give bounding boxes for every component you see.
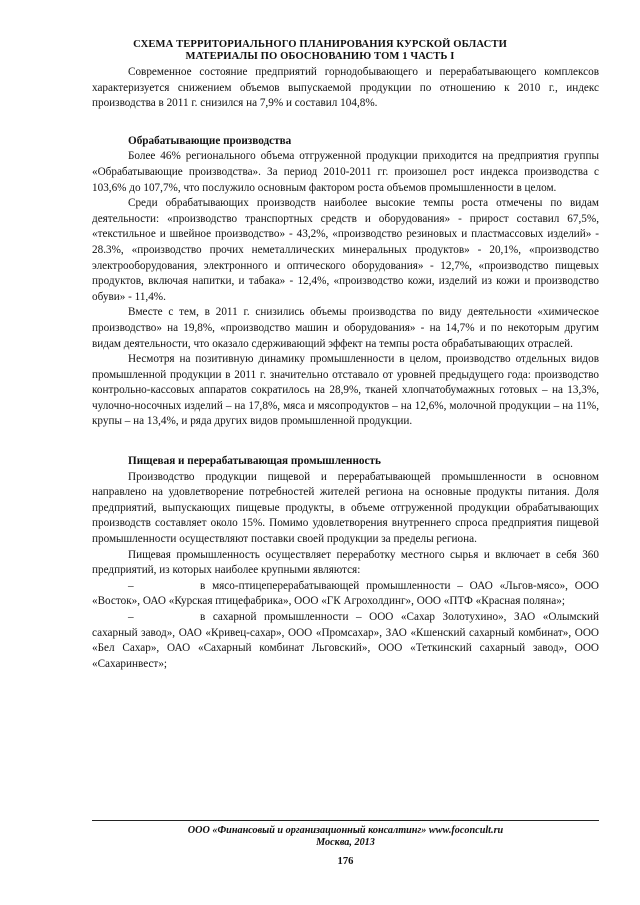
paragraph: Среди обрабатывающих производств наиболее высокие темпы роста отмечены по видам деятельности: «производство транспортных средств и оборудования» - прирост составил 67,5%, «текстильное и швейное производство» - 43,2%, «производство резиновых и пластмассовых изделий» - 28.3%, «производство прочих неметаллических минеральных продуктов» - 20,1%, «производство электрооборудования, электронного и оптического оборудования» - 12,7%, «производство пищевых продуктов, включая напитки, и табака» - 12,4%, «производство кожи, изделий из кожи и производство обуви» - 11,4%. <box>92 197 599 303</box>
footer-company: ООО «Финансовый и организационный консалтинг» www.foconcult.ru <box>187 825 504 836</box>
footer-divider <box>92 820 599 821</box>
paragraph: Производство продукции пищевой и перерабатывающей промышленности в основном направлено на удовлетворение потребностей жителей региона на основные продукты питания. Доля предприятий, выпускающих пищевые продукты, в объеме отгруженной продукции обрабатывающих производств составляет около 15%. Помимо удовлетворения внутреннего спроса предприятия пищевой промышленности осуществляют поставки своей продукции за пределы региона. <box>92 470 599 546</box>
header-subtitle: МАТЕРИАЛЫ ПО ОБОСНОВАНИЮ ТОМ 1 ЧАСТЬ I <box>185 51 455 62</box>
section-heading-food-industry: Пищевая и перерабатывающая промышленность <box>128 455 381 468</box>
list-dash: – <box>128 579 134 592</box>
paragraph: Вместе с тем, в 2011 г. снизились объемы производства по виду деятельности «химическое производство» на 19,8%, «производство машин и оборудования» - на 14,7% и по некоторым другим видам деятельности, что оказало сдерживающий эффект на темпы роста обрабатывающих отраслей. <box>92 306 599 350</box>
paragraph: Более 46% регионального объема отгруженной продукции приходится на предприятия группы «Обрабатывающие производства». За период 2010-2011 гг. произошел рост индекса производства с 103,6% до 107,7%, что послужило основным фактором роста объемов промышленности в целом. <box>92 150 599 194</box>
header-title: СХЕМА ТЕРРИТОРИАЛЬНОГО ПЛАНИРОВАНИЯ КУРСКОЙ ОБЛАСТИ <box>133 39 507 50</box>
list-item-text: в сахарной промышленности – ООО «Сахар Золотухино», ЗАО «Олымский сахарный завод», ОАО «Кривец-сахар», ООО «Промсахар», ЗАО «Кшенский сахарный комбинат», ООО «Бел Сахар», ОАО «Сахарный комбинат Льговский», ООО «Теткинский сахарный завод», ООО «Сахаринвест»; <box>92 611 599 670</box>
page-number: 176 <box>337 856 354 867</box>
section-spacer <box>92 112 599 134</box>
section-heading-manufacturing: Обрабатывающие производства <box>128 134 292 147</box>
paragraph: Пищевая промышленность осуществляет переработку местного сырья и включает в себя 360 предприятий, из которых наиболее крупными являются: <box>92 548 599 577</box>
section-spacer <box>92 430 599 454</box>
list-dash: – <box>128 611 134 623</box>
document-body <box>92 65 599 672</box>
footer-city-year: Москва, 2013 <box>316 837 375 848</box>
intro-paragraph: Современное состояние предприятий горнодобывающего и перерабатывающего комплексов характеризуется снижением объемов выпускаемой продукции по отношению к 2010 г., индекс производства в 2011 г. снизился на 7,9% и составил 104,8%. <box>92 66 599 110</box>
list-item <box>92 610 599 672</box>
paragraph: Несмотря на позитивную динамику промышленности в целом, производство отдельных видов промышленной продукции в 2011 г. значительно отставало от уровней предыдущего года: производство контрольно-кассовых аппаратов сократилось на 28,9%, тканей хлопчатобумажных готовых – на 13,3%, чулочно-носочных изделий – на 17,8%, мяса и мясопродуктов – на 12,6%, молочной продукции – на 11%, крупы – на 13,4%, и ряда других видов промышленной продукции. <box>92 353 599 428</box>
list-item-text: в мясо-птицеперерабатывающей промышленности – ОАО «Льгов-мясо», ООО «Восток», ОАО «Курская птицефабрика», ООО «ГК Агрохолдинг», ООО «ПТФ «Красная поляна»; <box>92 579 599 608</box>
list-item <box>92 579 599 610</box>
